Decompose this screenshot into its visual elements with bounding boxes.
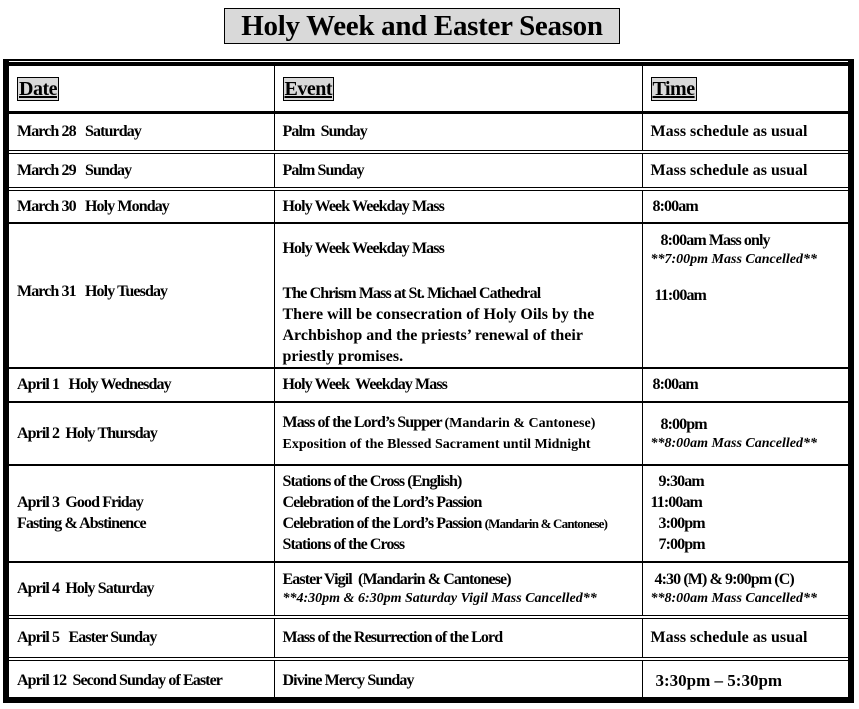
cancel-note: **8:00am Mass Cancelled** xyxy=(650,435,817,451)
cancel-note: **4:30pm & 6:30pm Saturday Vigil Mass Cancelled** xyxy=(282,591,597,606)
date-cell: March 30 Holy Monday xyxy=(9,189,274,223)
time-cell: 3:30pm – 5:30pm xyxy=(642,659,848,701)
event-cell: Mass of the Resurrection of the Lord xyxy=(274,617,642,659)
event-cell xyxy=(274,402,642,465)
time-line: 3:00pm xyxy=(658,515,705,532)
event-cell: Holy Week Weekday Mass xyxy=(274,189,642,223)
event-cell xyxy=(274,465,642,562)
event-note: Archbishop and the priests’ renewal of their xyxy=(282,326,583,344)
table-row xyxy=(9,189,848,223)
cancel-note: **7:00pm Mass Cancelled** xyxy=(650,251,817,267)
time-cell xyxy=(642,402,848,465)
schedule-table xyxy=(9,66,848,701)
header-event-cell xyxy=(274,66,642,113)
time-cell: 8:00am xyxy=(642,368,848,402)
event-line: Easter Vigil (Mandarin & Cantonese) xyxy=(282,571,511,588)
event-line: Celebration of the Lord’s Passion xyxy=(282,515,482,532)
event-cell xyxy=(274,223,642,368)
table-row xyxy=(9,617,848,659)
event-line: Celebration of the Lord’s Passion xyxy=(282,494,482,511)
header-time-cell xyxy=(642,66,848,113)
time-line: 9:30am xyxy=(658,473,704,490)
language-note: (Mandarin & Cantonese) xyxy=(484,516,608,531)
time-line: 8:00pm xyxy=(660,415,707,433)
header-row xyxy=(9,66,848,113)
date-note: Fasting & Abstinence xyxy=(17,515,146,532)
event-line: Mass of the Lord’s Supper xyxy=(282,413,442,431)
page-title: Holy Week and Easter Season xyxy=(224,8,620,44)
table-row xyxy=(9,223,848,368)
table-row xyxy=(9,113,848,152)
header-time: Time xyxy=(652,77,695,100)
table-row xyxy=(9,465,848,562)
date-cell xyxy=(9,465,274,562)
header-date-cell xyxy=(9,66,274,113)
time-line: 11:00am xyxy=(654,286,706,304)
date-cell: April 4 Holy Saturday xyxy=(9,562,274,617)
date-cell: April 2 Holy Thursday xyxy=(9,402,274,465)
table-row xyxy=(9,562,848,617)
event-cell: Holy Week Weekday Mass xyxy=(274,368,642,402)
event-line: Holy Week Weekday Mass xyxy=(282,239,444,257)
table-row xyxy=(9,659,848,701)
event-line: The Chrism Mass at St. Michael Cathedral xyxy=(282,284,541,302)
event-cell: Divine Mercy Sunday xyxy=(274,659,642,701)
event-note: priestly promises. xyxy=(282,347,404,365)
event-note: There will be consecration of Holy Oils by the xyxy=(282,305,595,323)
event-line: Stations of the Cross xyxy=(282,536,405,553)
time-line: 8:00am Mass only xyxy=(660,231,770,249)
cancel-note: **8:00am Mass Cancelled** xyxy=(650,591,817,606)
time-cell: Mass schedule as usual xyxy=(642,152,848,189)
date-cell: March 28 Saturday xyxy=(9,113,274,152)
event-cell xyxy=(274,562,642,617)
date-cell: April 12 Second Sunday of Easter xyxy=(17,672,222,689)
spacer xyxy=(283,259,642,283)
time-cell: Mass schedule as usual xyxy=(642,113,848,152)
date-cell: April 5 Easter Sunday xyxy=(9,617,274,659)
event-line: Exposition of the Blessed Sacrament until Midnight xyxy=(282,436,591,452)
date-cell: March 31 Holy Tuesday xyxy=(9,223,274,368)
event-line: Stations of the Cross (English) xyxy=(282,473,462,490)
time-cell: Mass schedule as usual xyxy=(642,617,848,659)
schedule-frame xyxy=(3,59,854,703)
time-cell xyxy=(642,562,848,617)
time-line: 7:00pm xyxy=(658,536,705,553)
event-cell: Palm Sunday xyxy=(274,152,642,189)
event-cell: Palm Sunday xyxy=(274,113,642,152)
header-date: Date xyxy=(19,77,57,100)
time-cell xyxy=(642,465,848,562)
time-cell: 8:00am xyxy=(642,189,848,223)
time-cell xyxy=(642,223,848,368)
language-note: (Mandarin & Cantonese) xyxy=(444,415,596,431)
time-line: 11:00am xyxy=(650,494,702,511)
table-row xyxy=(9,402,848,465)
date-cell: March 29 Sunday xyxy=(9,152,274,189)
table-row xyxy=(9,152,848,189)
time-line: 4:30 (M) & 9:00pm (C) xyxy=(654,571,794,588)
header-event: Event xyxy=(284,77,332,100)
table-row xyxy=(9,368,848,402)
spacer xyxy=(651,269,849,285)
date-cell: April 1 Holy Wednesday xyxy=(9,368,274,402)
date-line: April 3 Good Friday xyxy=(17,494,144,511)
